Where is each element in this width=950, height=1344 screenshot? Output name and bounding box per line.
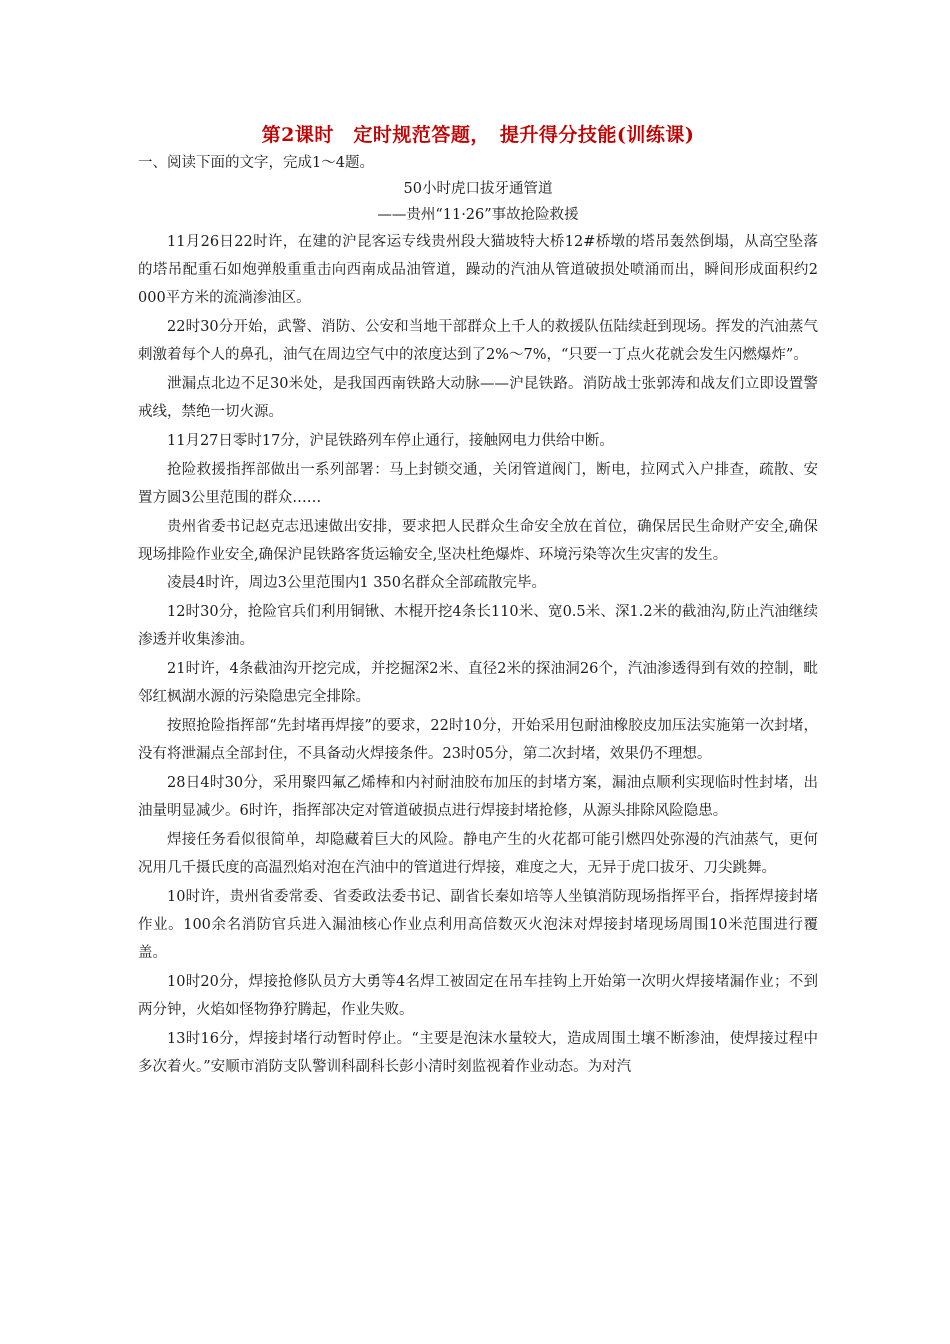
paragraph: 21时许，4条截油沟开挖完成，并挖掘深2米、直径2米的探油洞26个，汽油渗透得到有效的控制，毗邻红枫湖水源的污染隐患完全排除。 bbox=[138, 661, 818, 706]
paragraph: 11月27日零时17分，沪昆铁路列车停止通行，接触网电力供给中断。 bbox=[167, 432, 614, 449]
paragraph: 28日4时30分，采用聚四氟乙烯棒和内衬耐油胶布加压的封堵方案，漏油点顺利实现临时性封堵，出油量明显减少。6时许，指挥部决定对管道破损点进行焊接封堵抢修，从源头排除风险隐患。 bbox=[138, 774, 818, 820]
paragraph: 按照抢险指挥部“先封堵再焊接”的要求，22时10分，开始采用包耐油橡胶皮加压法实施第一次封堵，没有将泄漏点全部封住，不具备动火焊接条件。23时05分，第二次封堵，效果仍不理想。 bbox=[138, 717, 818, 763]
article-subtitle: ——贵州“11·26”事故抢险救援 bbox=[377, 207, 579, 223]
section-instruction: 一、阅读下面的文字，完成1～4题。 bbox=[138, 155, 374, 171]
paragraph: 12时30分，抢险官兵们利用铜锹、木棍开挖4条长110米、宽0.5米、深1.2米的截油沟,防止汽油继续渗透并收集渗油。 bbox=[138, 604, 818, 649]
paragraph: 泄漏点北边不足30米处，是我国西南铁路大动脉——沪昆铁路。消防战士张郭涛和战友们立即设置警戒线，禁绝一切火源。 bbox=[138, 376, 818, 421]
paragraph: 10时许，贵州省委常委、省委政法委书记、副省长秦如培等人坐镇消防现场指挥平台，指挥焊接封堵作业。100余名消防官兵进入漏油核心作业点利用高倍数灭火泡沫对焊接封堵现场周围10米范围进行覆盖。 bbox=[138, 888, 818, 962]
paragraph: 11月26日22时许，在建的沪昆客运专线贵州段大猫坡特大桥12#桥墩的塔吊轰然倒塌，从高空坠落的塔吊配重石如炮弹般重重击向西南成品油管道，躁动的汽油从管道破损处喷涌而出，瞬间形成面积约2 000平方米的流淌渗油区。 bbox=[138, 234, 818, 307]
paragraph: 凌晨4时许，周边3公里范围内1 350名群众全部疏散完毕。 bbox=[167, 575, 546, 592]
document-page bbox=[138, 120, 818, 1082]
paragraph: 焊接任务看似很简单，却隐藏着巨大的风险。静电产生的火花都可能引燃四处弥漫的汽油蒸气，更何况用几千摄氏度的高温烈焰对泡在汽油中的管道进行焊接，难度之大，无异于虎口拔牙、刀尖跳舞。 bbox=[138, 831, 818, 876]
paragraph: 13时16分，焊接封堵行动暂时停止。“主要是泡沫水量较大，造成周围土壤不断渗油，使焊接过程中多次着火。”安顺市消防支队警训科副科长彭小清时刻监视着作业动态。为对汽 bbox=[138, 1030, 818, 1075]
paragraph: 贵州省委书记赵克志迅速做出安排，要求把人民群众生命安全放在首位，确保居民生命财产安全,确保现场排险作业安全,确保沪昆铁路客货运输安全,坚决杜绝爆炸、环境污染等次生灾害的发生。 bbox=[138, 518, 818, 563]
paragraph: 抢险救援指挥部做出一系列部署：马上封锁交通，关闭管道阀门，断电，拉网式入户排查，疏散、安置方圆3公里范围的群众…… bbox=[138, 461, 818, 506]
article-title: 50小时虎口拔牙通管道 bbox=[403, 181, 553, 197]
article-body bbox=[138, 228, 818, 1081]
paragraph: 10时20分，焊接抢修队员方大勇等4名焊工被固定在吊车挂钩上开始第一次明火焊接堵漏作业；不到两分钟，火焰如怪物狰狞腾起，作业失败。 bbox=[138, 973, 818, 1018]
lesson-title: 第2课时 定时规范答题， 提升得分技能(训练课) bbox=[261, 124, 695, 146]
paragraph: 22时30分开始，武警、消防、公安和当地干部群众上千人的救援队伍陆续赶到现场。挥发的汽油蒸气刺激着每个人的鼻孔，油气在周边空气中的浓度达到了2%～7%，“只要一丁点火花就会发生闪燃爆炸”。 bbox=[138, 319, 818, 364]
